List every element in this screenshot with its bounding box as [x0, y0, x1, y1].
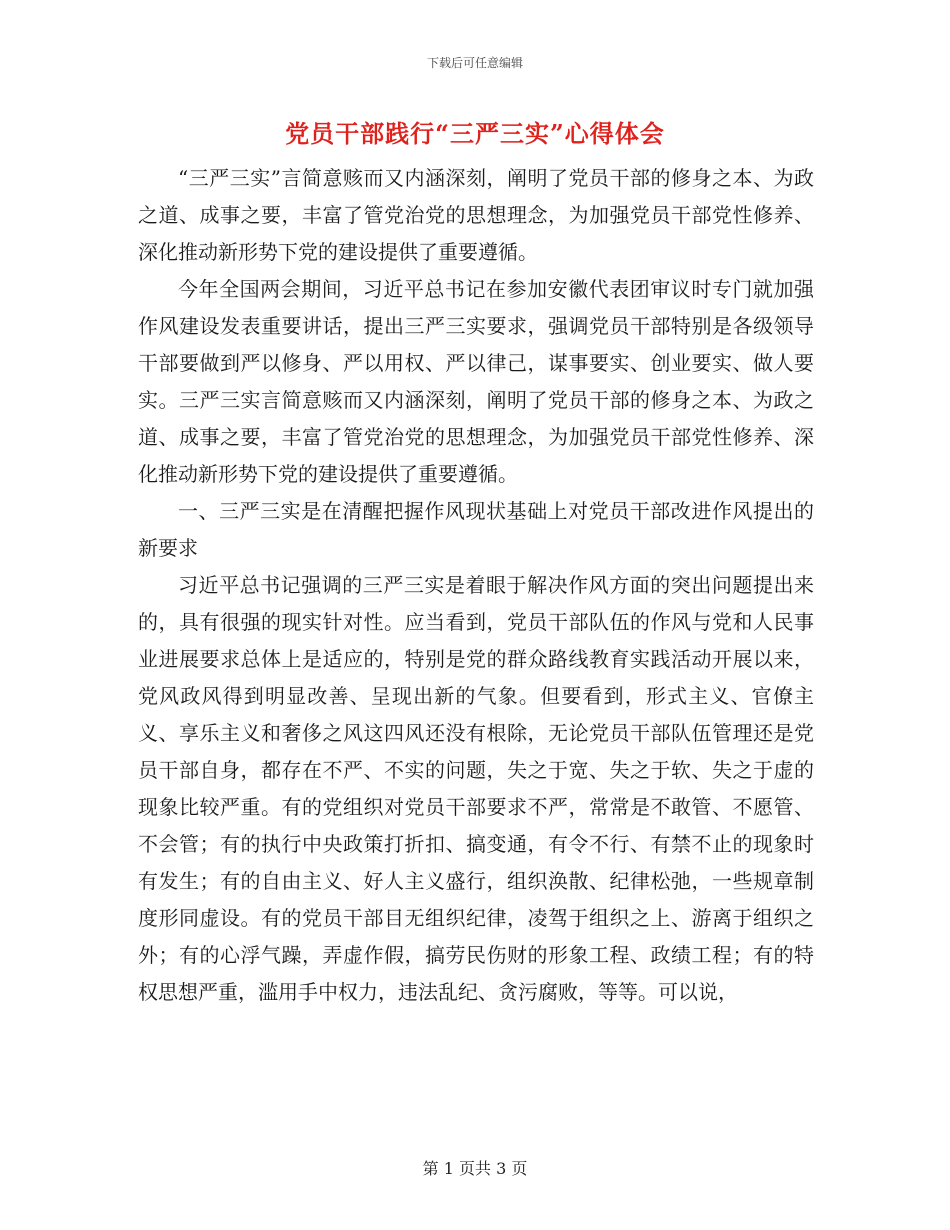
paragraph-section-1: 习近平总书记强调的三严三实是着眼于解决作风方面的突出问题提出来的，具有很强的现实针对性。应当看到，党员干部队伍的作风与党和人民事业进展要求总体上是适应的，特别是党的群众路线教育实践活动开展以来，党风政风得到明显改善、呈现出新的气象。但要看到，形式主义、官僚主义、享乐主义和奢侈之风这四风还没有根除，无论党员干部队伍管理还是党员干部自身，都存在不严、不实的问题，失之于宽、失之于软、失之于虚的现象比较严重。有的党组织对党员干部要求不严，常常是不敢管、不愿管、不会管；有的执行中央政策打折扣、搞变通，有令不行、有禁不止的现象时有发生；有的自由主义、好人主义盛行，组织涣散、纪律松弛，一些规章制度形同虚设。有的党员干部目无组织纪律，凌驾于组织之上、游离于组织之外；有的心浮气躁，弄虚作假，搞劳民伤财的形象工程、政绩工程；有的特权思想严重，滥用手中权力，违法乱纪、贪污腐败，等等。可以说，	[138, 573, 814, 1004]
section-heading-1: 一、三严三实是在清醒把握作风现状基础上对党员干部改进作风提出的新要求	[138, 499, 814, 560]
document-body	[138, 160, 814, 1011]
document-title: 党员干部践行“三严三实”心得体会	[285, 119, 665, 148]
page-number: 第 1 页共 3 页	[422, 1159, 528, 1178]
page-header-note: 下载后可任意编辑	[426, 56, 523, 70]
paragraph-intro: “三严三实”言简意赅而又内涵深刻，阐明了党员干部的修身之本、为政之道、成事之要，丰富了管党治党的思想理念，为加强党员干部党性修养、深化推动新形势下党的建设提供了重要遵循。	[138, 166, 814, 264]
paragraph-background: 今年全国两会期间，习近平总书记在参加安徽代表团审议时专门就加强作风建设发表重要讲话，提出三严三实要求，强调党员干部特别是各级领导干部要做到严以修身、严以用权、严以律己，谋事要实、创业要实、做人要实。三严三实言简意赅而又内涵深刻，阐明了党员干部的修身之本、为政之道、成事之要，丰富了管党治党的思想理念，为加强党员干部党性修养、深化推动新形势下党的建设提供了重要遵循。	[138, 277, 814, 486]
